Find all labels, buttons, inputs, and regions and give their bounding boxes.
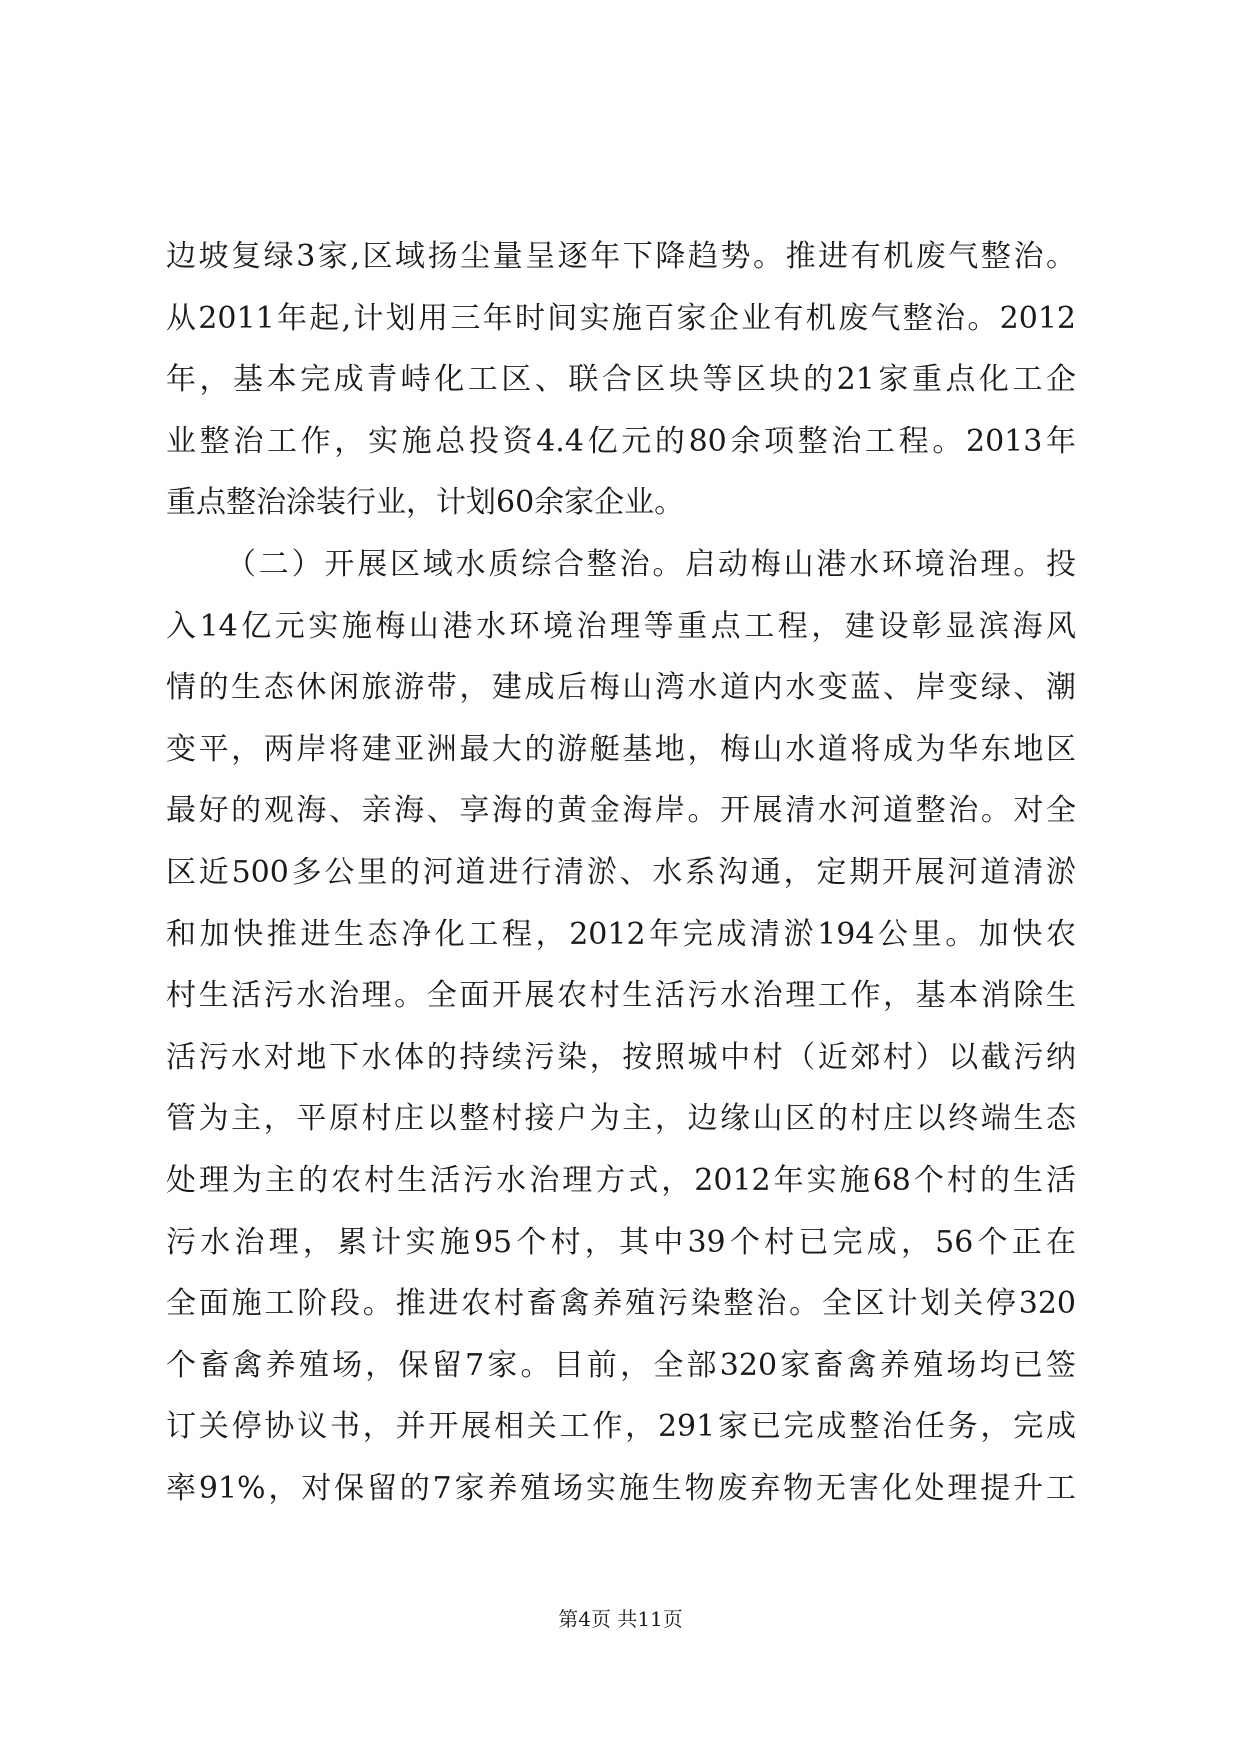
text-line: 污水治理，累计实施95个村，其中39个村已完成，56个正在 <box>166 1224 1076 1260</box>
text-line: 区近500多公里的河道进行清淤、水系沟通，定期开展河道清淤 <box>166 854 1076 890</box>
page-number-footer: 第4页 共11页 <box>558 1607 683 1631</box>
text-line: 入14亿元实施梅山港水环境治理等重点工程，建设彰显滨海风 <box>166 608 1076 644</box>
text-line: 最好的观海、亲海、享海的黄金海岸。开展清水河道整治。对全 <box>166 793 1076 829</box>
text-line: 情的生态休闲旅游带，建成后梅山湾水道内水变蓝、岸变绿、潮 <box>166 670 1076 706</box>
text-line: 处理为主的农村生活污水治理方式，2012年实施68个村的生活 <box>166 1162 1076 1198</box>
text-line: 从2011年起,计划用三年时间实施百家企业有机废气整治。2012 <box>166 300 1076 336</box>
text-line: 业整治工作，实施总投资4.4亿元的80余项整治工程。2013年 <box>166 423 1076 459</box>
text-line: 率91%，对保留的7家养殖场实施生物废弃物无害化处理提升工 <box>166 1470 1076 1506</box>
text-line: 个畜禽养殖场，保留7家。目前，全部320家畜禽养殖场均已签 <box>166 1347 1076 1383</box>
text-line: 年，基本完成青峙化工区、联合区块等区块的21家重点化工企 <box>166 362 1076 398</box>
paragraph-start-line: （二）开展区域水质综合整治。启动梅山港水环境治理。投 <box>226 546 1076 582</box>
text-line: 和加快推进生态净化工程，2012年完成清淤194公里。加快农 <box>166 916 1076 952</box>
text-line: 重点整治涂装行业，计划60余家企业。 <box>166 485 685 521</box>
text-line: 全面施工阶段。推进农村畜禽养殖污染整治。全区计划关停320 <box>166 1286 1076 1322</box>
text-line: 村生活污水治理。全面开展农村生活污水治理工作，基本消除生 <box>166 978 1076 1014</box>
text-line: 管为主，平原村庄以整村接户为主，边缘山区的村庄以终端生态 <box>166 1101 1076 1137</box>
body-text <box>166 226 1076 1519</box>
text-line: 变平，两岸将建亚洲最大的游艇基地，梅山水道将成为华东地区 <box>166 731 1076 767</box>
text-line: 订关停协议书，并开展相关工作，291家已完成整治任务，完成 <box>166 1409 1076 1445</box>
text-line: 活污水对地下水体的持续污染，按照城中村（近郊村）以截污纳 <box>166 1039 1076 1075</box>
text-line: 边坡复绿3家,区域扬尘量呈逐年下降趋势。推进有机废气整治。 <box>166 239 1076 274</box>
